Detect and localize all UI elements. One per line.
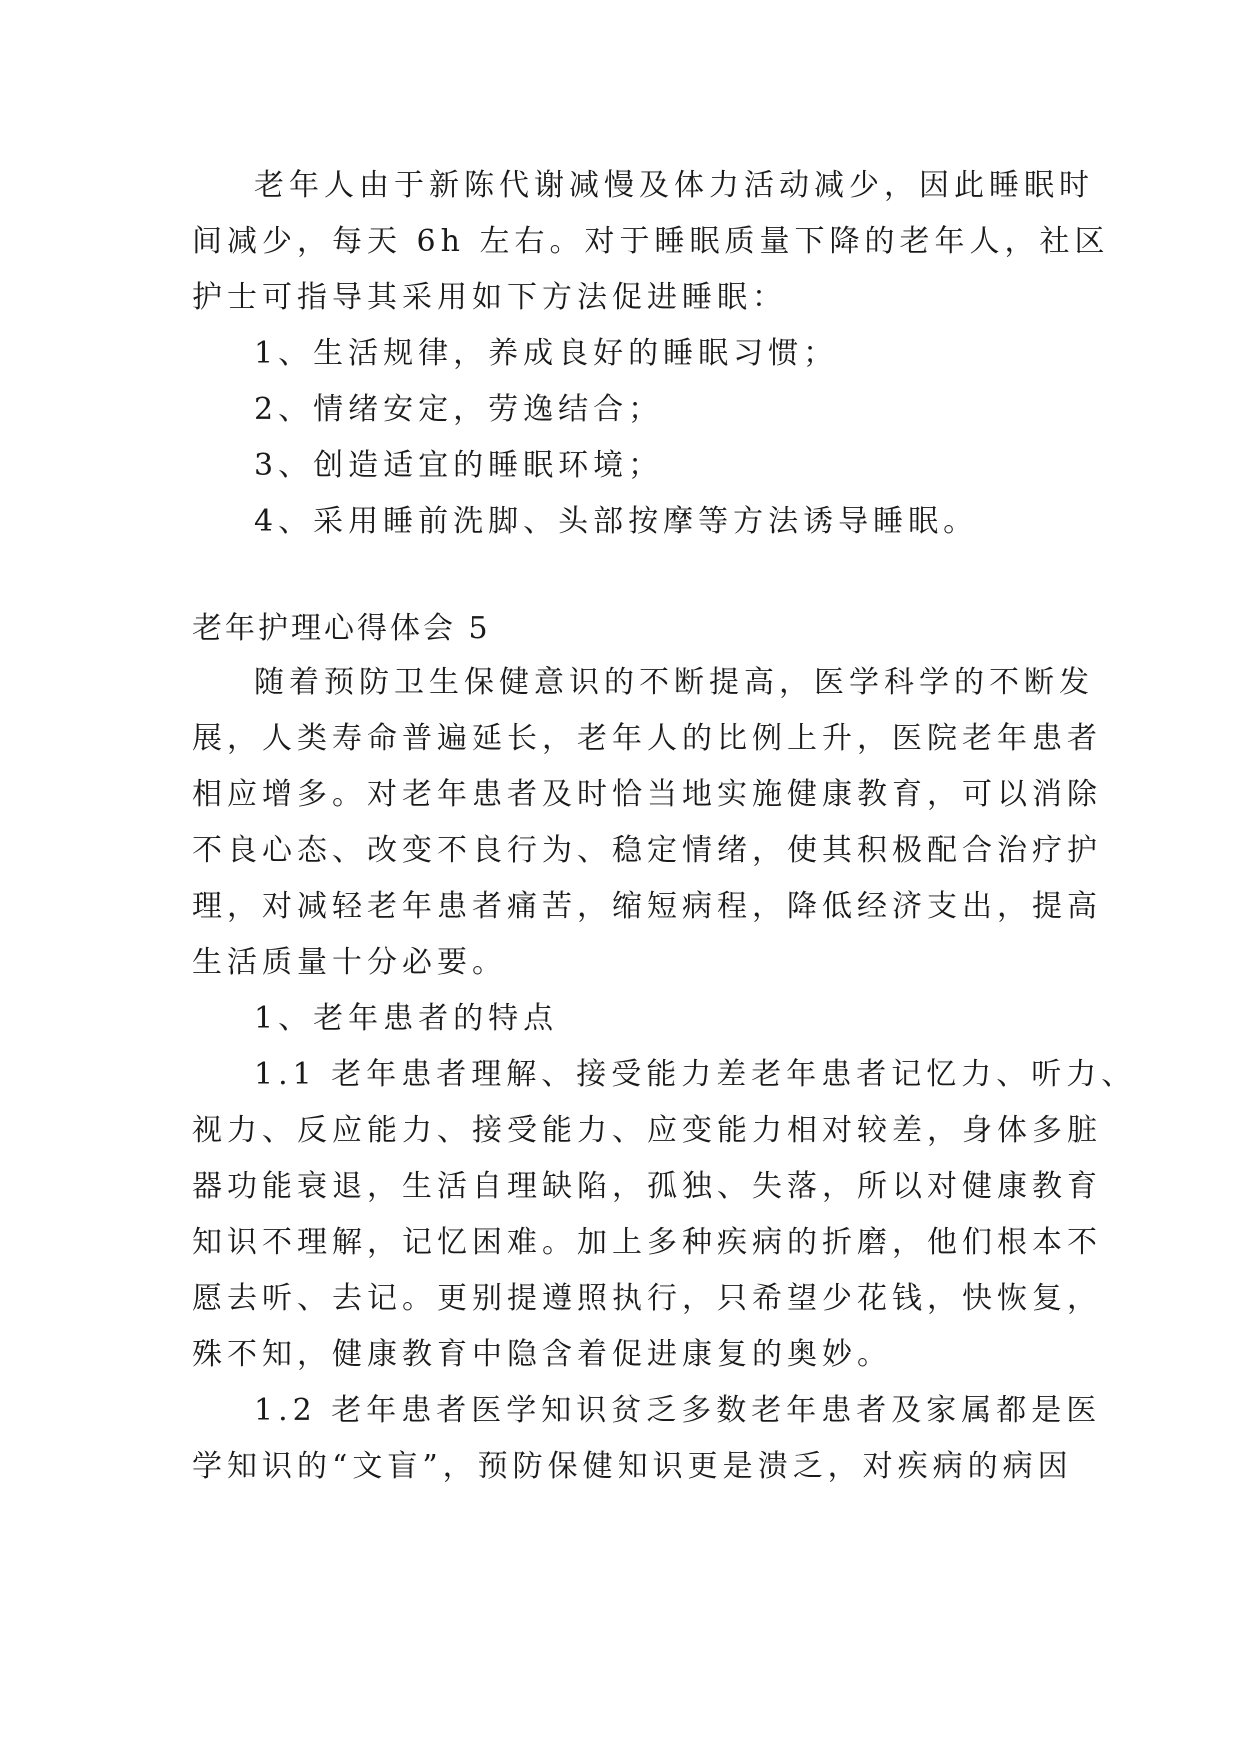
paragraph-line: 随着预防卫生保健意识的不断提高，医学科学的不断发: [254, 665, 1094, 700]
paragraph-line: 展，人类寿命普遍延长，老年人的比例上升，医院老年患者: [192, 721, 1102, 756]
list-item: 3、创造适宜的睡眠环境；: [254, 448, 664, 483]
paragraph-line: 知识不理解，记忆困难。加上多种疾病的折磨，他们根本不: [192, 1225, 1102, 1260]
paragraph-line: 殊不知，健康教育中隐含着促进康复的奥妙。: [192, 1337, 892, 1372]
subheading: 1、老年患者的特点: [254, 1001, 559, 1036]
section-heading: 老年护理心得体会 5: [192, 611, 491, 646]
paragraph-line: 间减少，每天 6h 左右。对于睡眠质量下降的老年人，社区: [192, 224, 1110, 259]
paragraph-line: 生活质量十分必要。: [192, 945, 507, 980]
paragraph-line: 学知识的“文盲”，预防保健知识更是溃乏，对疾病的病因: [192, 1449, 1073, 1484]
paragraph-line: 愿去听、去记。更别提遵照执行，只希望少花钱，快恢复，: [192, 1281, 1102, 1316]
paragraph-line: 不良心态、改变不良行为、稳定情绪，使其积极配合治疗护: [192, 833, 1102, 868]
paragraph-line: 相应增多。对老年患者及时恰当地实施健康教育，可以消除: [192, 777, 1102, 812]
list-item: 4、采用睡前洗脚、头部按摩等方法诱导睡眠。: [254, 504, 979, 539]
paragraph-line: 1.1 老年患者理解、接受能力差老年患者记忆力、听力、: [254, 1057, 1137, 1092]
list-item: 2、情绪安定，劳逸结合；: [254, 392, 664, 427]
paragraph-line: 护士可指导其采用如下方法促进睡眠：: [192, 280, 787, 315]
paragraph-line: 老年人由于新陈代谢减慢及体力活动减少，因此睡眠时: [254, 168, 1094, 203]
paragraph-line: 视力、反应能力、接受能力、应变能力相对较差，身体多脏: [192, 1113, 1102, 1148]
paragraph-line: 1.2 老年患者医学知识贫乏多数老年患者及家属都是医: [254, 1393, 1102, 1428]
paragraph-line: 理，对减轻老年患者痛苦，缩短病程，降低经济支出，提高: [192, 889, 1102, 924]
list-item: 1、生活规律，养成良好的睡眠习惯；: [254, 336, 839, 371]
paragraph-line: 器功能衰退，生活自理缺陷，孤独、失落，所以对健康教育: [192, 1169, 1102, 1204]
